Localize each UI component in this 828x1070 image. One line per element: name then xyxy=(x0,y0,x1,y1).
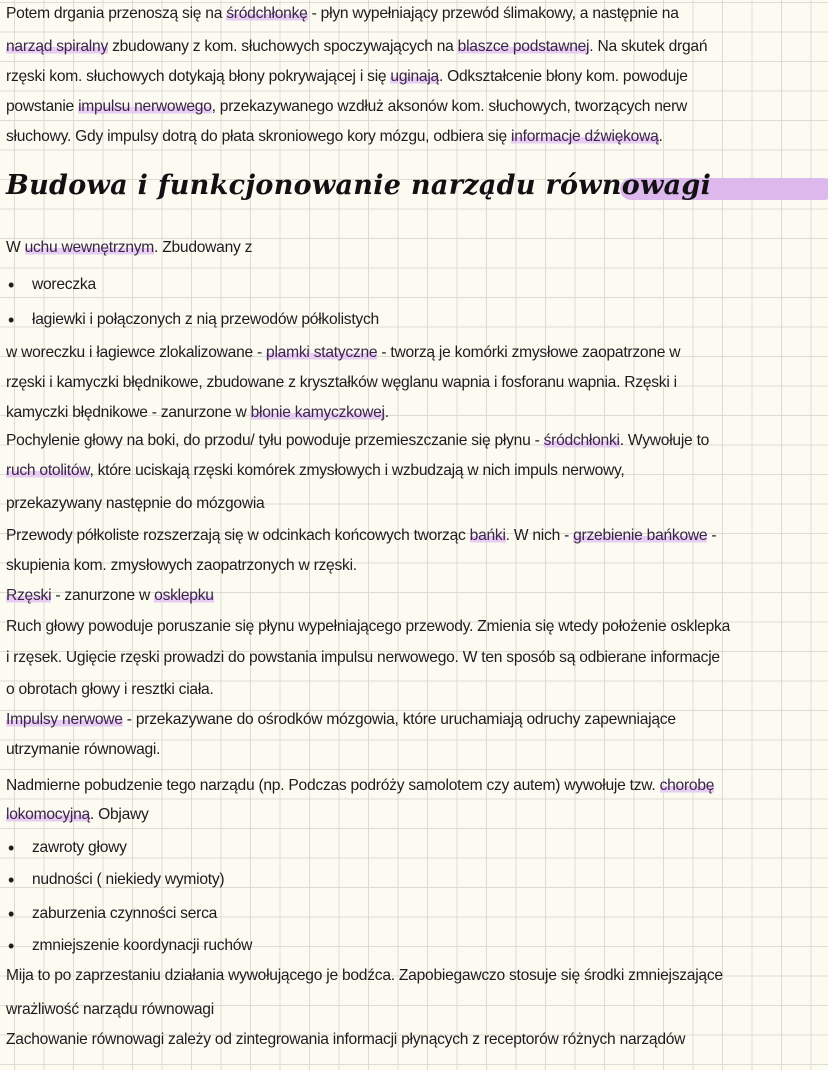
bullet-icon: • xyxy=(8,870,15,890)
highlighted-term: lokomocyjną xyxy=(6,806,90,823)
bullet-icon: • xyxy=(8,310,15,330)
text-segment: Ruch głowy powoduje poruszanie się płynu wypełniającego przewody. Zmienia się wtedy położenie osklepka xyxy=(6,618,730,635)
text-segment: - płyn wypełniający przewód ślimakowy, a następnie na xyxy=(307,5,679,22)
text-line xyxy=(6,648,720,668)
bullet-item xyxy=(32,275,96,295)
text-line xyxy=(6,494,264,514)
text-segment: słuchowy. Gdy impulsy dotrą do płata skroniowego kory mózgu, odbiera się xyxy=(6,128,511,145)
highlighted-term: chorobę xyxy=(659,777,715,794)
text-segment: . W nich - xyxy=(505,527,574,544)
text-line xyxy=(6,343,680,363)
text-segment: Przewody półkoliste rozszerzają się w odcinkach końcowych tworząc xyxy=(6,527,470,544)
bullet-icon: • xyxy=(8,936,15,956)
text-line xyxy=(6,556,357,576)
text-segment: zmniejszenie koordynacji ruchów xyxy=(32,937,253,954)
text-segment: W xyxy=(6,239,25,256)
text-segment: powstanie xyxy=(6,98,79,115)
text-segment: Nadmierne pobudzenie tego narządu (np. Podczas podróży samolotem czy autem) wywołuje tzw. xyxy=(6,777,660,794)
highlighted-term: grzebienie bańkowe xyxy=(573,527,708,544)
text-segment: rzęski i kamyczki błędnikowe, zbudowane z kryształków węglanu wapnia i fosforanu wapnia. Rzęski i xyxy=(6,374,677,391)
text-line xyxy=(6,403,389,423)
highlighted-term: uginają xyxy=(390,68,439,85)
text-segment: w woreczku i łagiewce zlokalizowane - xyxy=(6,344,267,361)
text-segment: przekazywany następnie do mózgowia xyxy=(6,495,265,512)
text-segment: - tworzą je komórki zmysłowe zaopatrzone w xyxy=(377,344,681,361)
text-segment: - xyxy=(707,527,717,544)
text-segment: zbudowany z kom. słuchowych spoczywających na xyxy=(108,38,458,55)
text-line xyxy=(6,67,688,87)
text-line xyxy=(6,127,663,147)
text-segment: . Wywołuje to xyxy=(619,432,710,449)
highlighted-term: informacje dźwiękową xyxy=(510,128,659,145)
text-segment: i rzęsek. Ugięcie rzęski prowadzi do powstania impulsu nerwowego. W ten sposób są odbierane informacje xyxy=(6,649,720,666)
text-line xyxy=(6,373,677,393)
text-segment: . Odkształcenie błony kom. powoduje xyxy=(438,68,688,85)
text-segment: Pochylenie głowy na boki, do przodu/ tyłu powoduje przemieszczanie się płynu - xyxy=(6,432,544,449)
text-segment: Mija to po zaprzestaniu działania wywołującego je bodźca. Zapobiegawczo stosuje się środki zmniejszające xyxy=(6,967,723,984)
text-segment: - zanurzone w xyxy=(51,587,155,604)
text-segment: . Objawy xyxy=(89,806,149,823)
highlighted-term: ruch otolitów xyxy=(6,462,90,479)
section-heading: Budowa i funkcjonowanie narządu równowagi xyxy=(6,170,712,201)
text-line xyxy=(6,461,625,481)
text-line xyxy=(6,431,709,451)
highlighted-term: Impulsy nerwowe xyxy=(6,711,123,728)
text-line xyxy=(6,1030,685,1050)
text-line xyxy=(6,1000,214,1020)
text-segment: zaburzenia czynności serca xyxy=(32,905,218,922)
highlighted-term: osklepku xyxy=(154,587,214,604)
text-line xyxy=(6,97,687,117)
text-line xyxy=(6,526,716,546)
text-line xyxy=(6,710,676,730)
text-segment: utrzymanie równowagi. xyxy=(6,741,161,758)
text-segment: rzęski kom. słuchowych dotykają błony pokrywającej i się xyxy=(6,68,391,85)
text-segment: Zachowanie równowagi zależy od zintegrowania informacji płynących z receptorów różnych narządów xyxy=(6,1031,686,1048)
text-line xyxy=(6,740,160,760)
text-segment: nudności ( niekiedy wymioty) xyxy=(32,871,225,888)
text-segment: łagiewki i połączonych z nią przewodów półkolistych xyxy=(32,311,379,328)
highlighted-term: Rzęski xyxy=(6,587,52,604)
text-segment: wrażliwość narządu równowagi xyxy=(6,1001,214,1018)
text-segment: kamyczki błędnikowe - zanurzone w xyxy=(6,404,251,421)
text-line xyxy=(6,238,252,258)
bullet-icon: • xyxy=(8,904,15,924)
bullet-item xyxy=(32,310,379,330)
bullet-icon: • xyxy=(8,838,15,858)
bullet-item xyxy=(32,904,217,924)
highlighted-term: błonie kamyczkowej xyxy=(250,404,385,421)
text-line xyxy=(6,586,214,606)
bullet-icon: • xyxy=(8,275,15,295)
highlighted-term: blaszce podstawnej xyxy=(457,38,590,55)
text-line xyxy=(6,617,730,637)
bullet-item xyxy=(32,936,252,956)
text-line xyxy=(6,776,714,796)
highlighted-term: śródchłonki xyxy=(543,432,620,449)
text-line xyxy=(6,966,723,986)
text-line xyxy=(6,4,679,24)
text-segment: . xyxy=(658,128,663,145)
highlighted-term: plamki statyczne xyxy=(266,344,378,361)
highlighted-term: bańki xyxy=(469,527,506,544)
highlighted-term: impulsu nerwowego xyxy=(78,98,212,115)
text-segment: . Zbudowany z xyxy=(154,239,253,256)
highlighted-term: uchu wewnętrznym xyxy=(24,239,155,256)
text-segment: zawroty głowy xyxy=(32,839,127,856)
text-segment: - przekazywane do ośrodków mózgowia, które uruchamiają odruchy zapewniające xyxy=(122,711,676,728)
highlighted-term: śródchłonkę xyxy=(226,5,308,22)
bullet-item xyxy=(32,870,224,890)
text-segment: Potem drgania przenoszą się na xyxy=(6,5,227,22)
text-line xyxy=(6,805,149,825)
text-line xyxy=(6,680,214,700)
text-segment: . Na skutek drgań xyxy=(589,38,708,55)
highlighted-term: narząd spiralny xyxy=(6,38,108,55)
text-segment: , które uciskają rzęski komórek zmysłowych i wzbudzają w nich impuls nerwowy, xyxy=(89,462,625,479)
bullet-item xyxy=(32,838,127,858)
text-segment: o obrotach głowy i resztki ciała. xyxy=(6,681,214,698)
text-line xyxy=(6,37,707,57)
text-segment: woreczka xyxy=(32,276,96,293)
text-segment: . xyxy=(384,404,389,421)
text-segment: , przekazywanego wzdłuż aksonów kom. słuchowych, tworzących nerw xyxy=(211,98,688,115)
text-segment: skupienia kom. zmysłowych zaopatrzonych w rzęski. xyxy=(6,557,357,574)
